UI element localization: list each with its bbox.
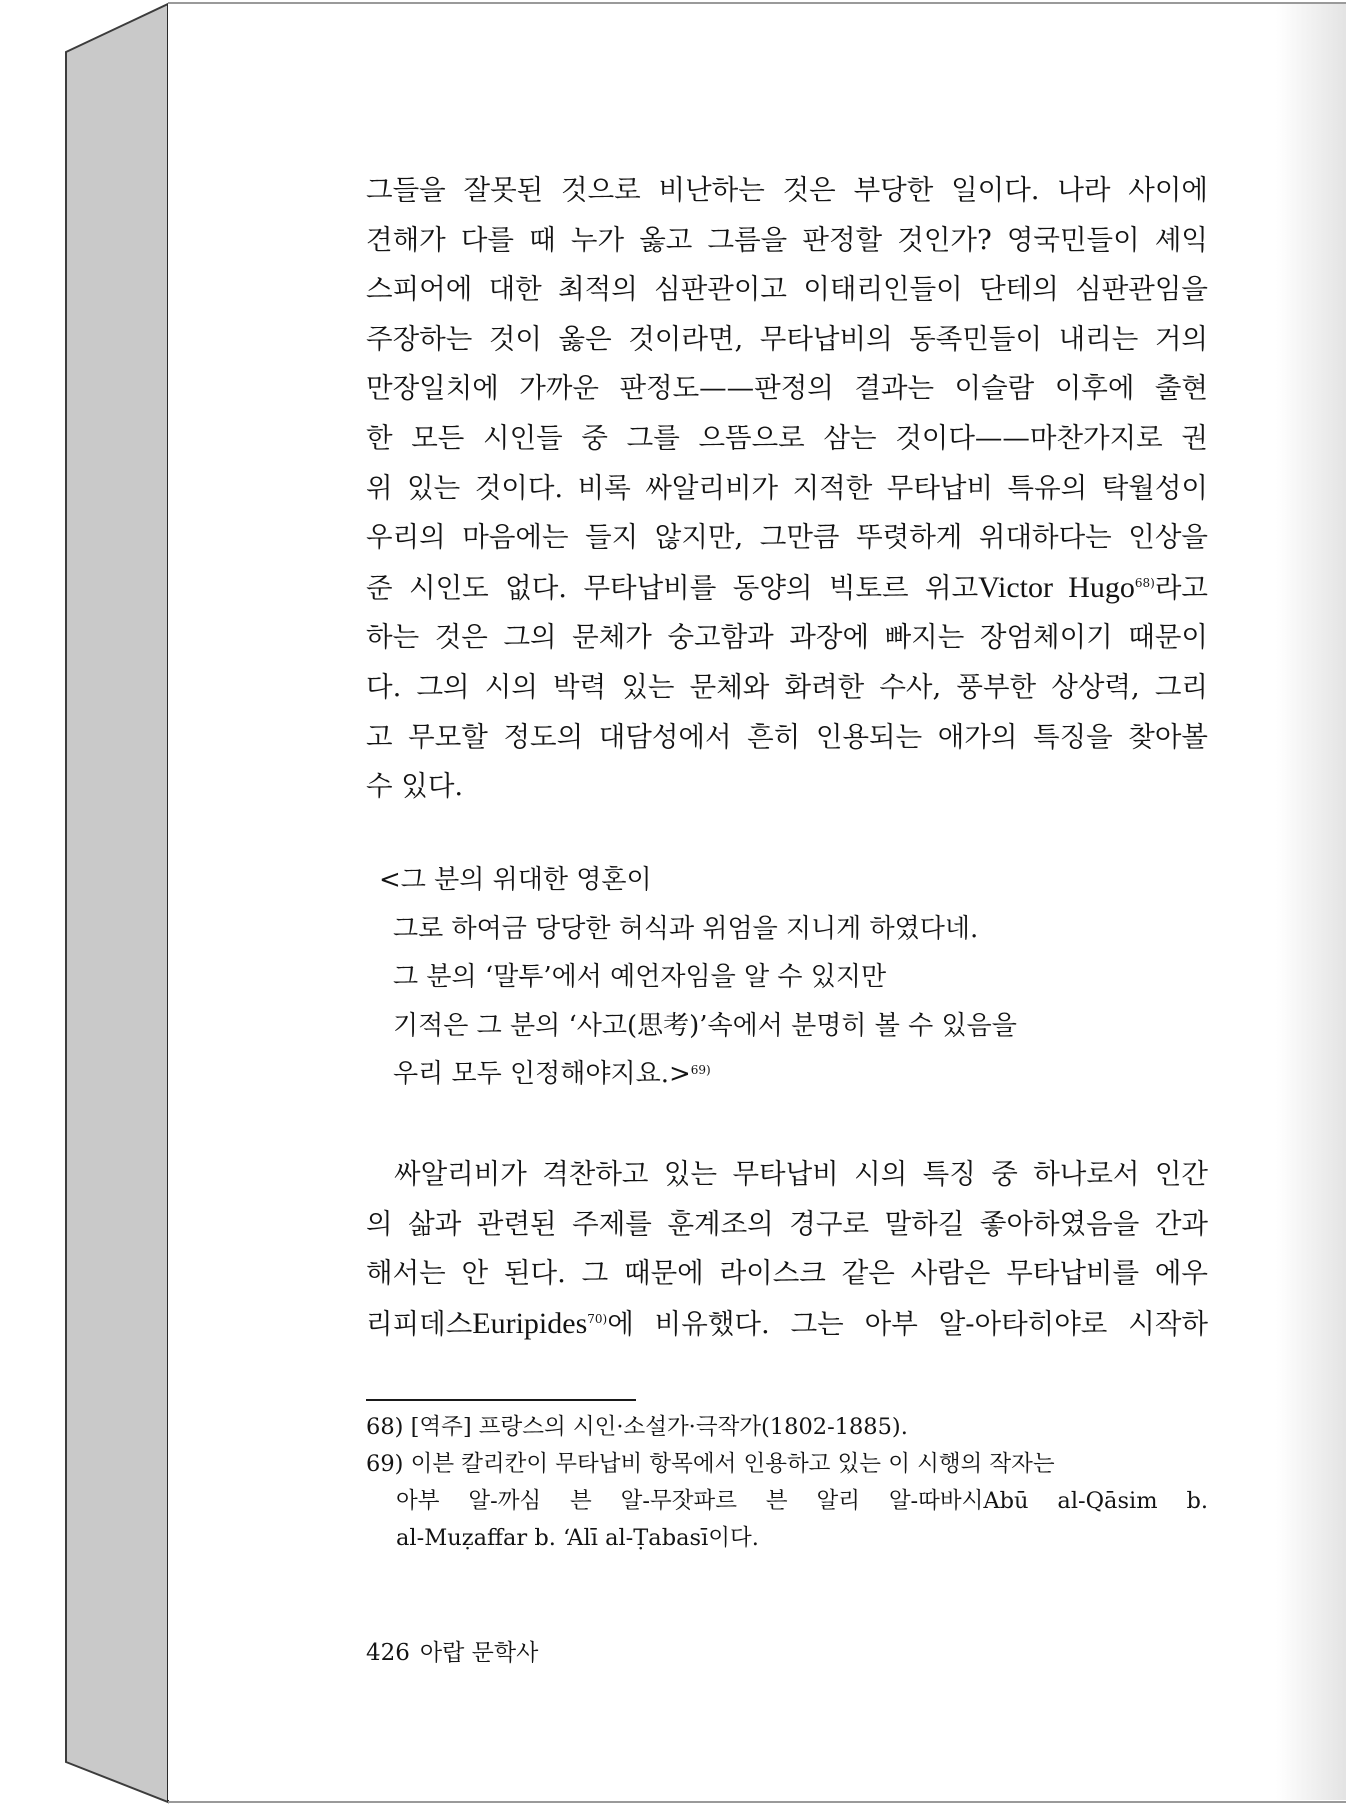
text-line: 수 있다.	[366, 770, 464, 803]
footnote-ref-68[interactable]: 68)	[1134, 575, 1155, 590]
footnote-marker: 68)	[366, 1414, 404, 1440]
poem-line: 그로 하여금 당당한 허식과 위엄을 지니게 하였다네.	[393, 913, 979, 944]
text-line: 싸알리비가 격찬하고 있는 무타납비 시의 특징 중 하나로서 인간	[394, 1158, 1208, 1190]
text-line: 다. 그의 시의 박력 있는 문체와 화려한 수사, 풍부한 상상력, 그리	[366, 670, 1208, 703]
text-line: 하는 것은 그의 문체가 숭고함과 과장에 빠지는 장엄체이기 때문이	[366, 621, 1208, 654]
text-line: 스피어에 대한 최적의 심판관이고 이태리인들이 단테의 심판관임을	[366, 273, 1208, 306]
text-segment: 리피데스	[366, 1307, 473, 1340]
text-line: 우리의 마음에는 들지 않지만, 그만큼 뚜렷하게 위대하다는 인상을	[366, 521, 1208, 554]
paragraph-2	[366, 1150, 1208, 1349]
running-title: 아랍 문학사	[419, 1640, 539, 1666]
text-line-with-footnote-70	[366, 1299, 1208, 1350]
text-line: 위 있는 것이다. 비록 싸알리비가 지적한 무타납비 특유의 탁월성이	[366, 471, 1208, 504]
footnote-line	[366, 1446, 1208, 1483]
footnote-line	[366, 1409, 1208, 1446]
body-text	[366, 166, 1208, 812]
footnote-separator	[366, 1399, 636, 1401]
footnote-line: 아부 알-까심 븐 알-무잣파르 븐 알리 알-따바시Abū al-Qāsim b.	[396, 1488, 1208, 1514]
poem-line-text: 우리 모두 인정해야지요.>	[393, 1059, 691, 1089]
poem-line: 그 분의 ‘말투’에서 예언자임을 알 수 있지만	[393, 962, 887, 992]
poem-line-with-footnote-69	[379, 1050, 1017, 1099]
page-footer	[366, 1634, 538, 1667]
book-spine-face	[66, 4, 168, 1802]
text-line: 그들을 잘못된 것으로 비난하는 것은 부당한 일이다. 나라 사이에	[366, 174, 1208, 206]
footnote-69	[366, 1446, 1208, 1557]
text-segment: 에 비유했다. 그는 아부 알-아타히야로 시작하	[607, 1307, 1208, 1340]
footnote-ref-69[interactable]: 69)	[690, 1063, 711, 1077]
text-segment: 라고	[1154, 571, 1208, 604]
quoted-poem	[379, 856, 1017, 1099]
page-sheet	[168, 4, 1346, 1800]
text-line: 고 무모할 정도의 대담성에서 흔히 인용되는 애가의 특징을 찾아볼	[366, 720, 1208, 753]
text-line: 한 모든 시인들 중 그를 으뜸으로 삼는 것이다——마찬가지로 권	[366, 421, 1208, 454]
text-line: 의 삶과 관련된 주제를 훈계조의 경구로 말하길 좋아하였음을 간과	[366, 1207, 1208, 1240]
paragraph-1	[366, 166, 1208, 812]
text-line: 해서는 안 된다. 그 때문에 라이스크 같은 사람은 무타납비를 에우	[366, 1257, 1208, 1290]
text-line-with-footnote-68	[366, 563, 1208, 614]
footnote-line: al-Muẓaffar b. ‘Alī al-Ṭabasī이다.	[396, 1525, 759, 1551]
footnote-68	[366, 1409, 1208, 1446]
text-segment: 준 시인도 없다. 무타납비를 동양의 빅토르 위고	[366, 571, 979, 604]
latin-name-victor-hugo: Victor Hugo	[978, 570, 1135, 604]
footnote-text: [역주] 프랑스의 시인·소설가·극작가(1802-1885).	[410, 1414, 908, 1440]
text-line: 견해가 다를 때 누가 옳고 그름을 판정할 것인가? 영국민들이 셰익	[366, 223, 1208, 256]
footnote-ref-70[interactable]: 70)	[587, 1311, 608, 1326]
poem-line: 기적은 그 분의 ‘사고(思考)’속에서 분명히 볼 수 있음을	[393, 1010, 1017, 1041]
footnotes	[366, 1409, 1208, 1557]
body-text-2	[366, 1150, 1208, 1349]
page-number: 426	[366, 1640, 410, 1666]
poem-line: <그 분의 위대한 영혼이	[379, 865, 652, 895]
page-edge-shadow	[1276, 4, 1346, 1800]
footnote-text: 이븐 칼리칸이 무타납비 항목에서 인용하고 있는 이 시행의 작자는	[410, 1451, 1055, 1477]
text-line: 주장하는 것이 옳은 것이라면, 무타납비의 동족민들이 내리는 거의	[366, 322, 1208, 355]
footnote-marker: 69)	[366, 1451, 404, 1477]
latin-name-euripides: Euripides	[472, 1306, 588, 1340]
text-line: 만장일치에 가까운 판정도——판정의 결과는 이슬람 이후에 출현	[366, 372, 1208, 405]
